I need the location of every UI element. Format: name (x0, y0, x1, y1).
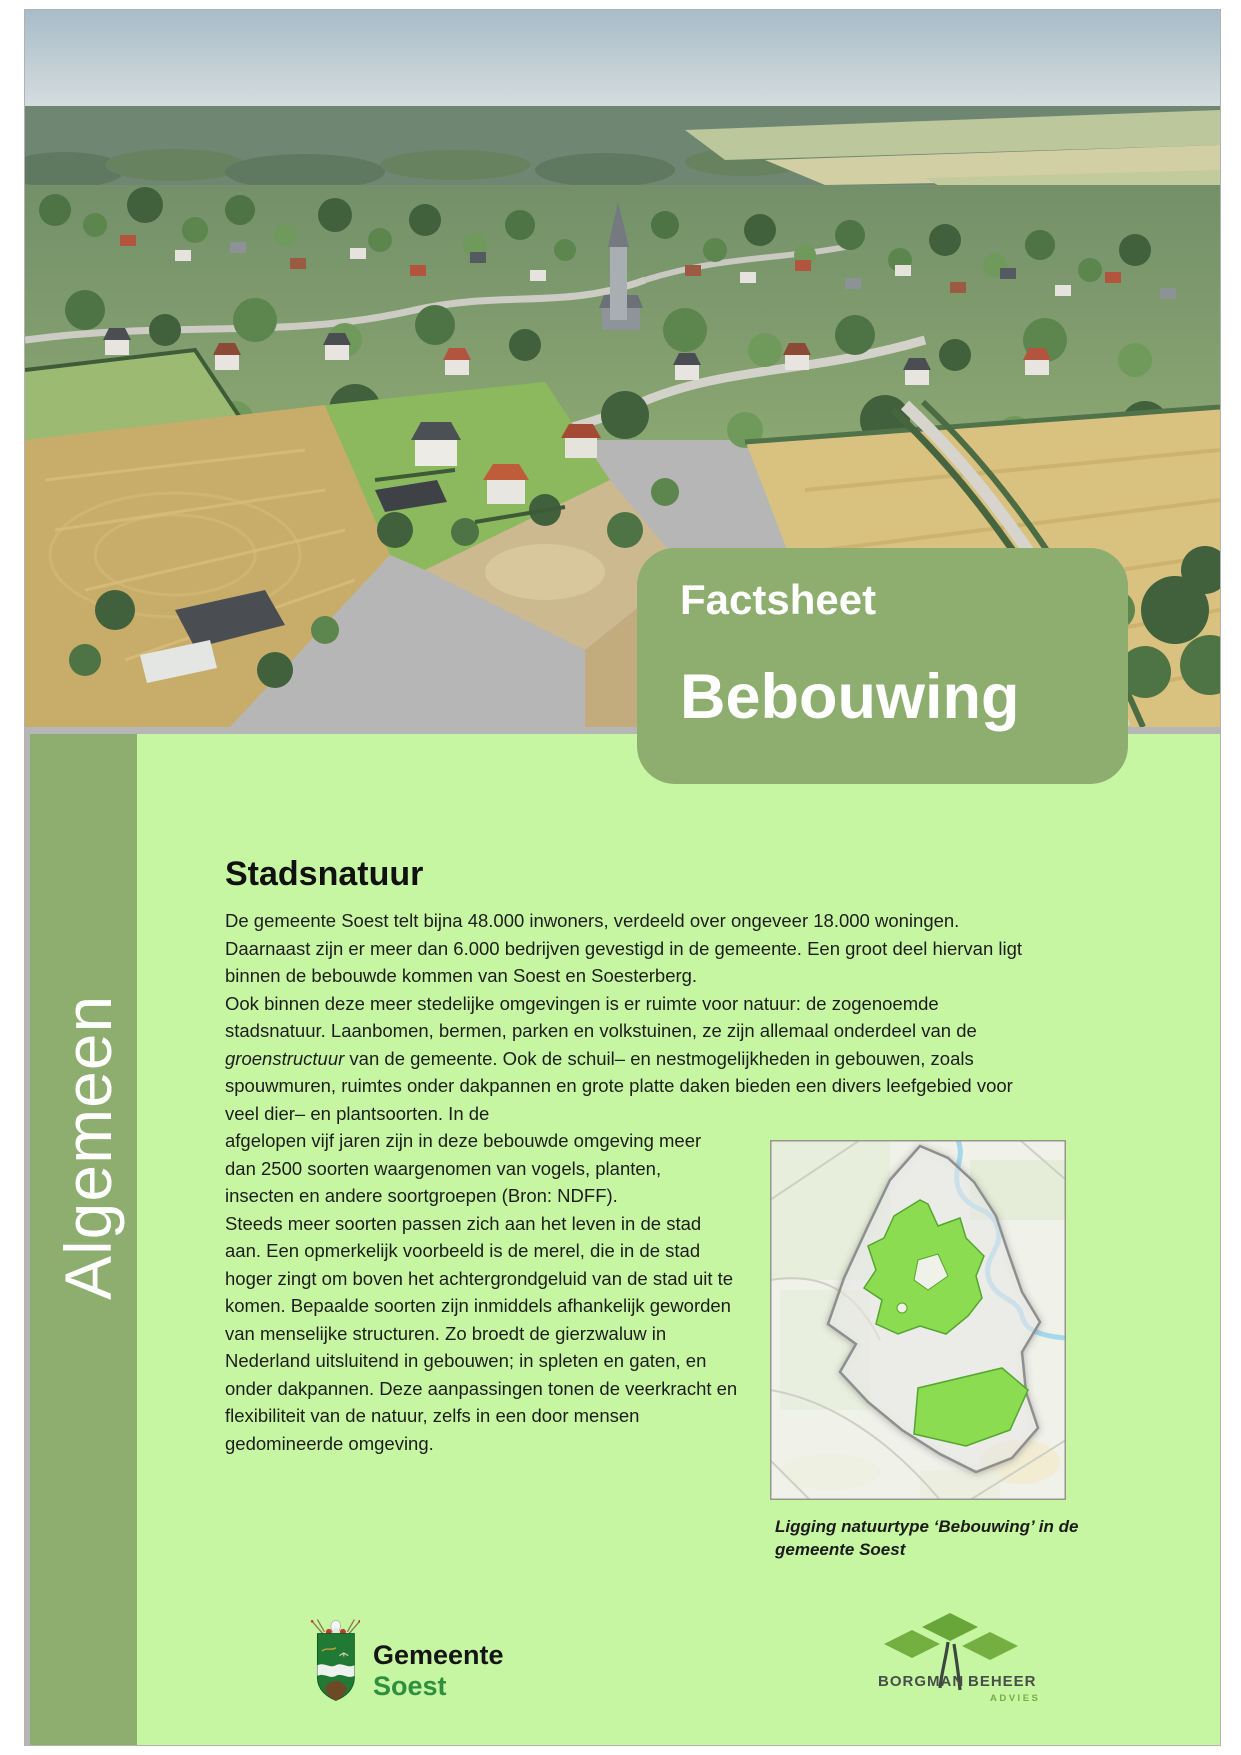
factsheet-kicker: Factsheet (680, 576, 877, 623)
map-figure (770, 1140, 1066, 1500)
sidebar-category-label: Algemeen (51, 994, 125, 1300)
gemeente-text: Gemeente (373, 1639, 504, 1670)
advies-text: ADVIES (990, 1693, 1041, 1704)
map-caption: Ligging natuurtype ‘Bebouwing’ in de gemeente Soest (775, 1517, 1079, 1559)
borgman-text: BORGMAN (878, 1673, 965, 1690)
soest-coat-of-arms-icon (310, 1616, 360, 1704)
gemeente-soest-wordmark (373, 1640, 504, 1704)
paragraph-stadsnatuur (225, 990, 1037, 1128)
groenstructuur-italic: groenstructuur (225, 1047, 345, 1069)
beheer-text: BEHEER (968, 1673, 1037, 1690)
document-page (25, 10, 1220, 1745)
factsheet-title-box (637, 548, 1128, 784)
article-heading: Stadsnatuur (225, 855, 424, 893)
gemeente-soest-logo (310, 1616, 504, 1704)
paragraph-stadsnatuur-text2: van de gemeente. Ook de schuil– en nestmogelijkheden in gebouwen, zoals spouwmuren, ruimtes onder dakpannen en grote platte daken bieden een divers leefgebied voor veel dier– en plantsoorten. In de (225, 1047, 1013, 1124)
paragraph-intro: De gemeente Soest telt bijna 48.000 inwoners, verdeeld over ongeveer 18.000 woningen. Daarnaast zijn er meer dan 6.000 bedrijven gevestigd in de gemeente. Een groot deel hiervan ligt binnen de bebouwde kommen van Soest en Soesterberg. (225, 910, 1023, 987)
soest-text: Soest (373, 1670, 447, 1701)
borgman-beheer-logo (878, 1608, 1050, 1711)
soest-map-image (770, 1140, 1066, 1500)
paragraph-stadsnatuur-text: Ook binnen deze meer stedelijke omgevingen is er ruimte voor natuur: de zogenoemde stadsnatuur. Laanbomen, bermen, parken en volkstuinen, ze zijn allemaal onderdeel van de (225, 992, 977, 1042)
borgman-beheer-tree-icon (878, 1608, 1050, 1706)
paragraph-soorten: Steeds meer soorten passen zich aan het leven in de stad aan. Een opmerkelijk voorbeeld is de merel, die in de stad hoger zingt om boven het achtergrondgeluid van de stad uit te komen. Bepaalde soorten zijn inmiddels afhankelijk geworden van menselijke structuren. Zo broedt de gierzwaluw in Nederland uitsluitend in gebouwen; in spleten en gaten, en onder dakpannen. Deze aanpassingen tonen de veerkracht en flexibiliteit van de natuur, zelfs in een door mensen gedomineerde omgeving. (225, 1212, 738, 1454)
paragraph-stadsnatuur-wrapped: afgelopen vijf jaren zijn in deze bebouwde omgeving meer dan 2500 soorten waargenomen van vogels, planten, insecten en andere soortgroepen (Bron: NDFF). (225, 1130, 702, 1207)
factsheet-title: Bebouwing (680, 662, 1020, 733)
